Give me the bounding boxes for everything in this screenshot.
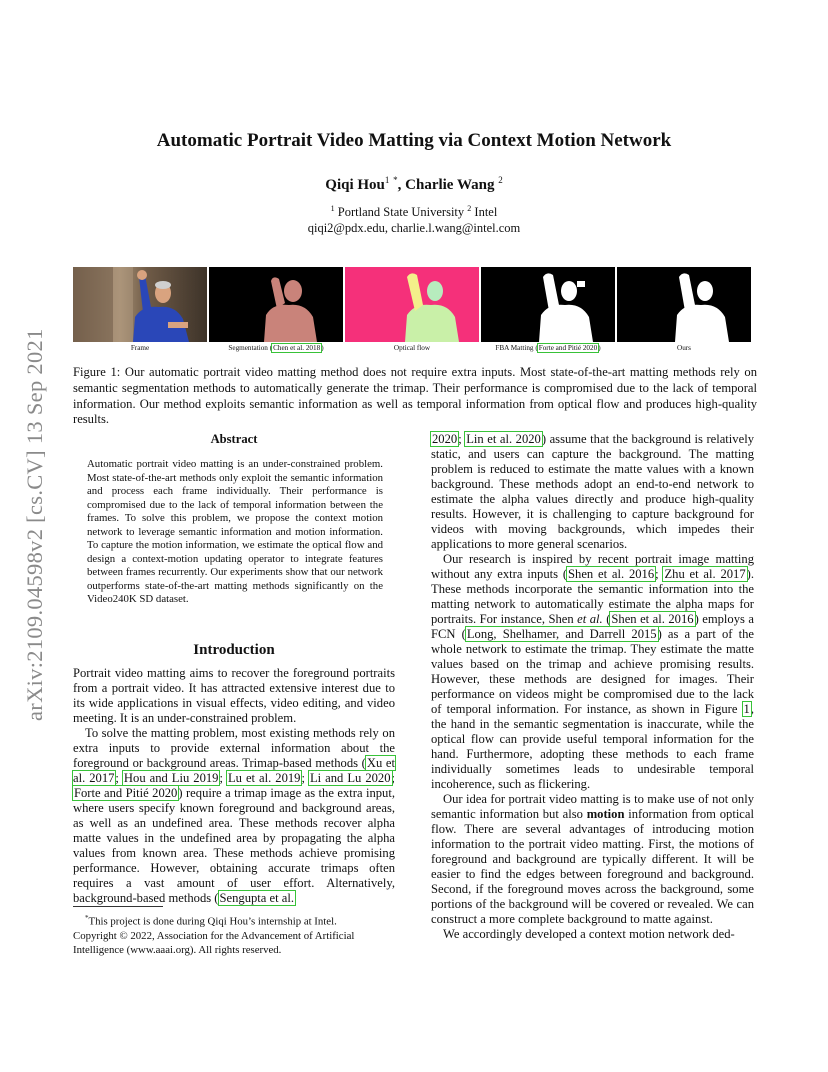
text-run: ;	[301, 771, 309, 785]
text-run: ) require a trimap image as the extra input, where users specify known foreground and background areas, as well as an undefined area. These methods recover alpha matte values in the undefined area by propagating the alpha values from known area. These methods achieve promising performance. However, obtaining accurate trimaps often requires a vast amount of user effort. Alternatively, background-based methods (	[73, 786, 396, 905]
text-run: et al.	[577, 612, 603, 626]
affiliation-marker: 2	[498, 175, 503, 185]
citation-link[interactable]: Long, Shelhamer, and Darrell 2015	[466, 627, 657, 641]
footnote-body: This project is done during Qiqi Hou’s internship at Intel.	[88, 915, 337, 928]
paper-title: Automatic Portrait Video Matting via Context Motion Network	[156, 130, 672, 151]
footnote-text	[73, 911, 395, 929]
panel-label-segmentation: Segmentation (Chen et al. 2018)	[228, 344, 324, 352]
author-name: Qiqi Hou	[325, 177, 385, 193]
text-run: ) employs a FCN (	[431, 612, 754, 641]
citation-link[interactable]: Lu et al. 2019	[227, 771, 301, 785]
affiliation-marker: 2	[467, 204, 472, 213]
panel-label-text: FBA Matting	[495, 344, 534, 352]
panel-label-optical-flow: Optical flow	[393, 344, 431, 352]
paragraph	[431, 792, 754, 927]
citation-link[interactable]: 2020	[432, 432, 458, 446]
abstract-text: Automatic portrait video matting is an under-constrained problem. Most state-of-the-art methods only exploit the semantic information and process each frame individually. Their performance is compromised due to the lack of temporal information between the frames. To solve this problem, we propose the context motion network to leverage semantic information and motion information. To capture the motion information, we estimate the optical flow and design a context-motion updating operator to integrate features between frames recurrently. Our experiments show that our network outperforms state-of-the-art matting methods significantly on the Video240K SD dataset.	[87, 458, 383, 605]
author-name: Charlie Wang	[405, 177, 495, 193]
text-run: ;	[655, 567, 664, 581]
citation-link[interactable]: Zhu et al. 2017	[664, 567, 746, 581]
paragraph	[431, 552, 754, 792]
footnote-marker: *	[393, 175, 398, 185]
author-line	[0, 175, 828, 194]
introduction-heading: Introduction	[193, 642, 275, 658]
footnote-marker: *	[85, 914, 89, 922]
abstract-heading: Abstract	[210, 432, 258, 446]
footnote-rule	[73, 906, 163, 907]
citation-link[interactable]: Hou and Liu 2019	[123, 771, 219, 785]
text-run: , the hand in the semantic segmentation is inaccurate, while the optical flow can provide useful temporal information for the hand. Furthermore, adopting these methods to each frame individually sometimes leads to undesirable temporal incoherence, such as flickering.	[431, 702, 754, 791]
citation-link[interactable]: Sengupta et al.	[219, 891, 294, 905]
text-run: ;	[458, 432, 466, 446]
affiliation-line	[0, 201, 828, 220]
figure-panel-labels	[73, 344, 751, 352]
affiliation-name: Intel	[471, 205, 498, 220]
paragraph: Portrait video matting aims to recover the foreground portraits from a portrait video. It has attracted extensive interest due to its wide applications in visual effects, video editing, and video meeting. It is an under-constrained problem.	[73, 666, 395, 725]
citation-link[interactable]: Li and Lu 2020	[309, 771, 391, 785]
teaser-figure	[73, 267, 751, 342]
affiliation-name: Portland State University	[334, 205, 468, 220]
affiliation-marker: 1	[384, 175, 390, 185]
citation-link[interactable]: Xu et al. 2017	[73, 756, 395, 785]
text-run: ;	[391, 771, 396, 785]
text-run: To solve the matting problem, most existing methods rely on extra inputs to provide external information about the foreground or background areas. Trimap-based methods (	[73, 726, 395, 770]
text-run: motion	[586, 807, 625, 821]
citation-link[interactable]: Forte and Pitié 2020	[538, 344, 598, 352]
text-run: ). These methods incorporate the semantic information into the matting network to automatically estimate the alpha maps for portraits. For instance, Shen	[431, 567, 754, 626]
affiliations	[0, 201, 828, 236]
panel-label-fba: FBA Matting (Forte and Pitié 2020)	[495, 344, 601, 352]
copyright-notice: Copyright © 2022, Association for the Advancement of Artificial Intelligence (www.aaai.org). All rights reserved.	[73, 929, 355, 956]
text-run: Our research is inspired by recent portrait image matting without any extra inputs (	[431, 552, 754, 581]
panel-label-frame: Frame	[130, 344, 150, 352]
figure-caption: Figure 1: Our automatic portrait video matting method does not require extra inputs. Most state-of-the-art matting methods rely on semantic segmentation methods to automatically generate the trimap. Their performance is compromised due to the lack of temporal information. Our method exploits semantic information as well as temporal information from optical flow and produces high-quality results.	[73, 365, 757, 427]
panel-label-text: Segmentation	[228, 344, 268, 352]
fba-matting-image	[481, 267, 615, 342]
text-run: ) as a part of the whole network to estimate the trimap. They estimate the matte values based on the trimap and achieve promising results. However, these methods are designed for images. Their performance on videos might be compromised due to the lack of temporal information. For instance, as shown in Figure	[431, 627, 754, 716]
citation-link[interactable]: Shen et al. 2016	[611, 612, 694, 626]
panel-label-ours: Ours	[677, 344, 691, 352]
affiliation-marker: 1	[330, 204, 335, 213]
text-run: Our idea for portrait video matting is to make use of not only semantic information but also	[431, 792, 754, 821]
figure-reference-link[interactable]: 1	[743, 702, 750, 716]
segmentation-image	[209, 267, 343, 342]
paragraph: We accordingly developed a context motion network ded-	[443, 927, 735, 941]
citation-link[interactable]: Forte and Pitié 2020	[74, 786, 178, 800]
footnote	[73, 911, 395, 957]
right-column-body	[431, 432, 754, 942]
citation-link[interactable]: Lin et al. 2020	[466, 432, 541, 446]
text-run: ;	[115, 771, 123, 785]
author-emails: qiqi2@pdx.edu, charlie.l.wang@intel.com	[307, 221, 521, 236]
author-separator: ,	[397, 177, 406, 193]
frame-image	[73, 267, 207, 342]
text-run: information from optical flow. There are several advantages of introducing motion information to the portrait video matting. First, the motions of foreground and background are typically different. It will be easier to find the edges between foreground and background. Second, if the foreground moves across the background, some portions of the background will be covered or revealed. We can construct a more complete background to matte against.	[431, 807, 754, 926]
citation-link[interactable]: Shen et al. 2016	[568, 567, 655, 581]
ours-result-image	[617, 267, 751, 342]
citation-link[interactable]: Chen et al. 2018	[273, 344, 321, 352]
introduction-body	[73, 666, 395, 906]
text-run: ) assume that the background is relatively static, and users can capture the background. The matting problem is reduced to estimate the matte values with a known background. These methods adopt an end-to-end network to estimate the alpha values directly and produce high-quality results. However, it is challenging to capture background for videos with moving backgrounds, which impedes their applications to more general scenarios.	[431, 432, 754, 551]
paragraph	[431, 432, 754, 552]
arxiv-identifier: arXiv:2109.04598v2 [cs.CV] 13 Sep 2021	[22, 328, 47, 722]
paragraph	[73, 726, 395, 906]
text-run: ;	[219, 771, 227, 785]
text-run: (	[602, 612, 611, 626]
optical-flow-image	[345, 267, 479, 342]
